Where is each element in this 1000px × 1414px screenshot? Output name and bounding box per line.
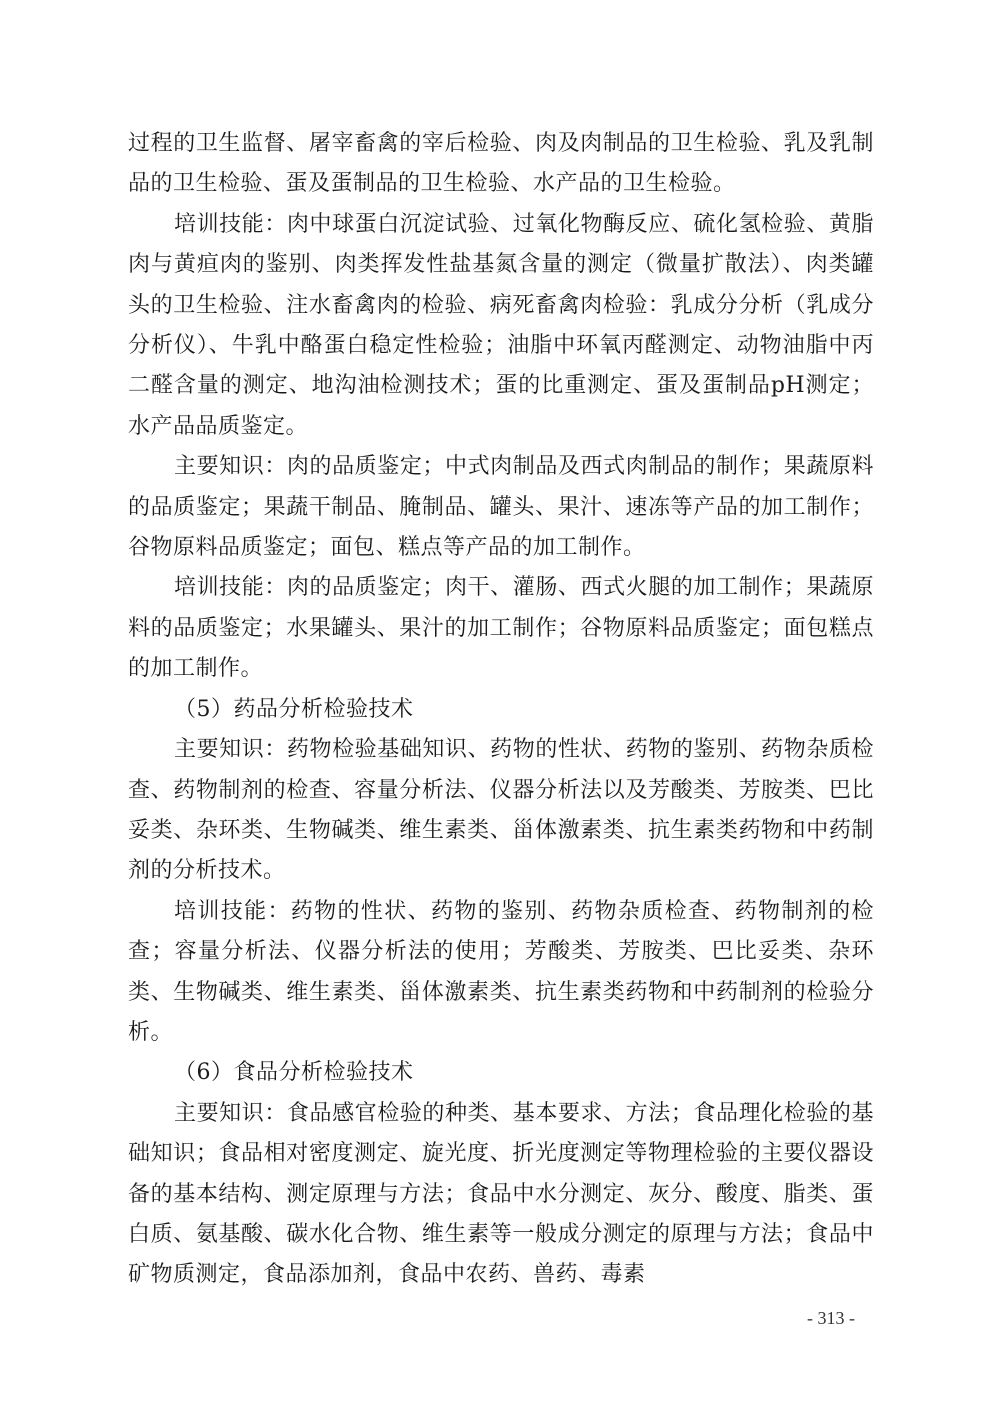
section-heading-drug-analysis: （5）药品分析检验技术 bbox=[174, 696, 414, 722]
page-number: - 313 - bbox=[807, 1308, 855, 1328]
paragraph-main-knowledge-food-processing: 主要知识：肉的品质鉴定；中式肉制品及西式肉制品的制作；果蔬原料的品质鉴定；果蔬干制品、腌制品、罐头、果汁、速冻等产品的加工制作；谷物原料品质鉴定；面包、糕点等产品的加工制作。 bbox=[128, 454, 874, 561]
paragraph-training-skills-meat-dairy: 培训技能：肉中球蛋白沉淀试验、过氧化物酶反应、硫化氢检验、黄脂肉与黄疸肉的鉴别、肉类挥发性盐基氮含量的测定（微量扩散法）、肉类罐头的卫生检验、注水畜禽肉的检验、病死畜禽肉检验：乳成分分析（乳成分分析仪）、牛乳中酪蛋白稳定性检验；油脂中环氧丙醛测定、动物油脂中丙二醛含量的测定、地沟油检测技术；蛋的比重测定、蛋及蛋制品pH测定；水产品品质鉴定。 bbox=[128, 211, 874, 439]
section-heading-food-analysis: （6）食品分析检验技术 bbox=[174, 1060, 414, 1086]
paragraph-training-skills-food-processing: 培训技能：肉的品质鉴定；肉干、灌肠、西式火腿的加工制作；果蔬原料的品质鉴定；水果罐头、果汁的加工制作；谷物原料品质鉴定；面包糕点的加工制作。 bbox=[128, 575, 874, 682]
paragraph-training-skills-drug-analysis: 培训技能：药物的性状、药物的鉴别、药物杂质检查、药物制剂的检查；容量分析法、仪器分析法的使用；芳酸类、芳胺类、巴比妥类、杂环类、生物碱类、维生素类、甾体激素类、抗生素类药物和中药制剂的检验分析。 bbox=[128, 898, 874, 1045]
paragraph-main-knowledge-food-analysis: 主要知识：食品感官检验的种类、基本要求、方法；食品理化检验的基础知识；食品相对密度测定、旋光度、折光度测定等物理检验的主要仪器设备的基本结构、测定原理与方法；食品中水分测定、灰分、酸度、脂类、蛋白质、氨基酸、碳水化合物、维生素等一般成分测定的原理与方法；食品中矿物质测定，食品添加剂，食品中农药、兽药、毒素 bbox=[128, 1100, 874, 1288]
body-text bbox=[128, 124, 874, 1296]
paragraph-main-knowledge-drug-analysis: 主要知识：药物检验基础知识、药物的性状、药物的鉴别、药物杂质检查、药物制剂的检查、容量分析法、仪器分析法以及芳酸类、芳胺类、巴比妥类、杂环类、生物碱类、维生素类、甾体激素类、抗生素类药物和中药制剂的分析技术。 bbox=[128, 737, 874, 884]
paragraph-hygiene-inspection: 过程的卫生监督、屠宰畜禽的宰后检验、肉及肉制品的卫生检验、乳及乳制品的卫生检验、蛋及蛋制品的卫生检验、水产品的卫生检验。 bbox=[128, 131, 874, 197]
